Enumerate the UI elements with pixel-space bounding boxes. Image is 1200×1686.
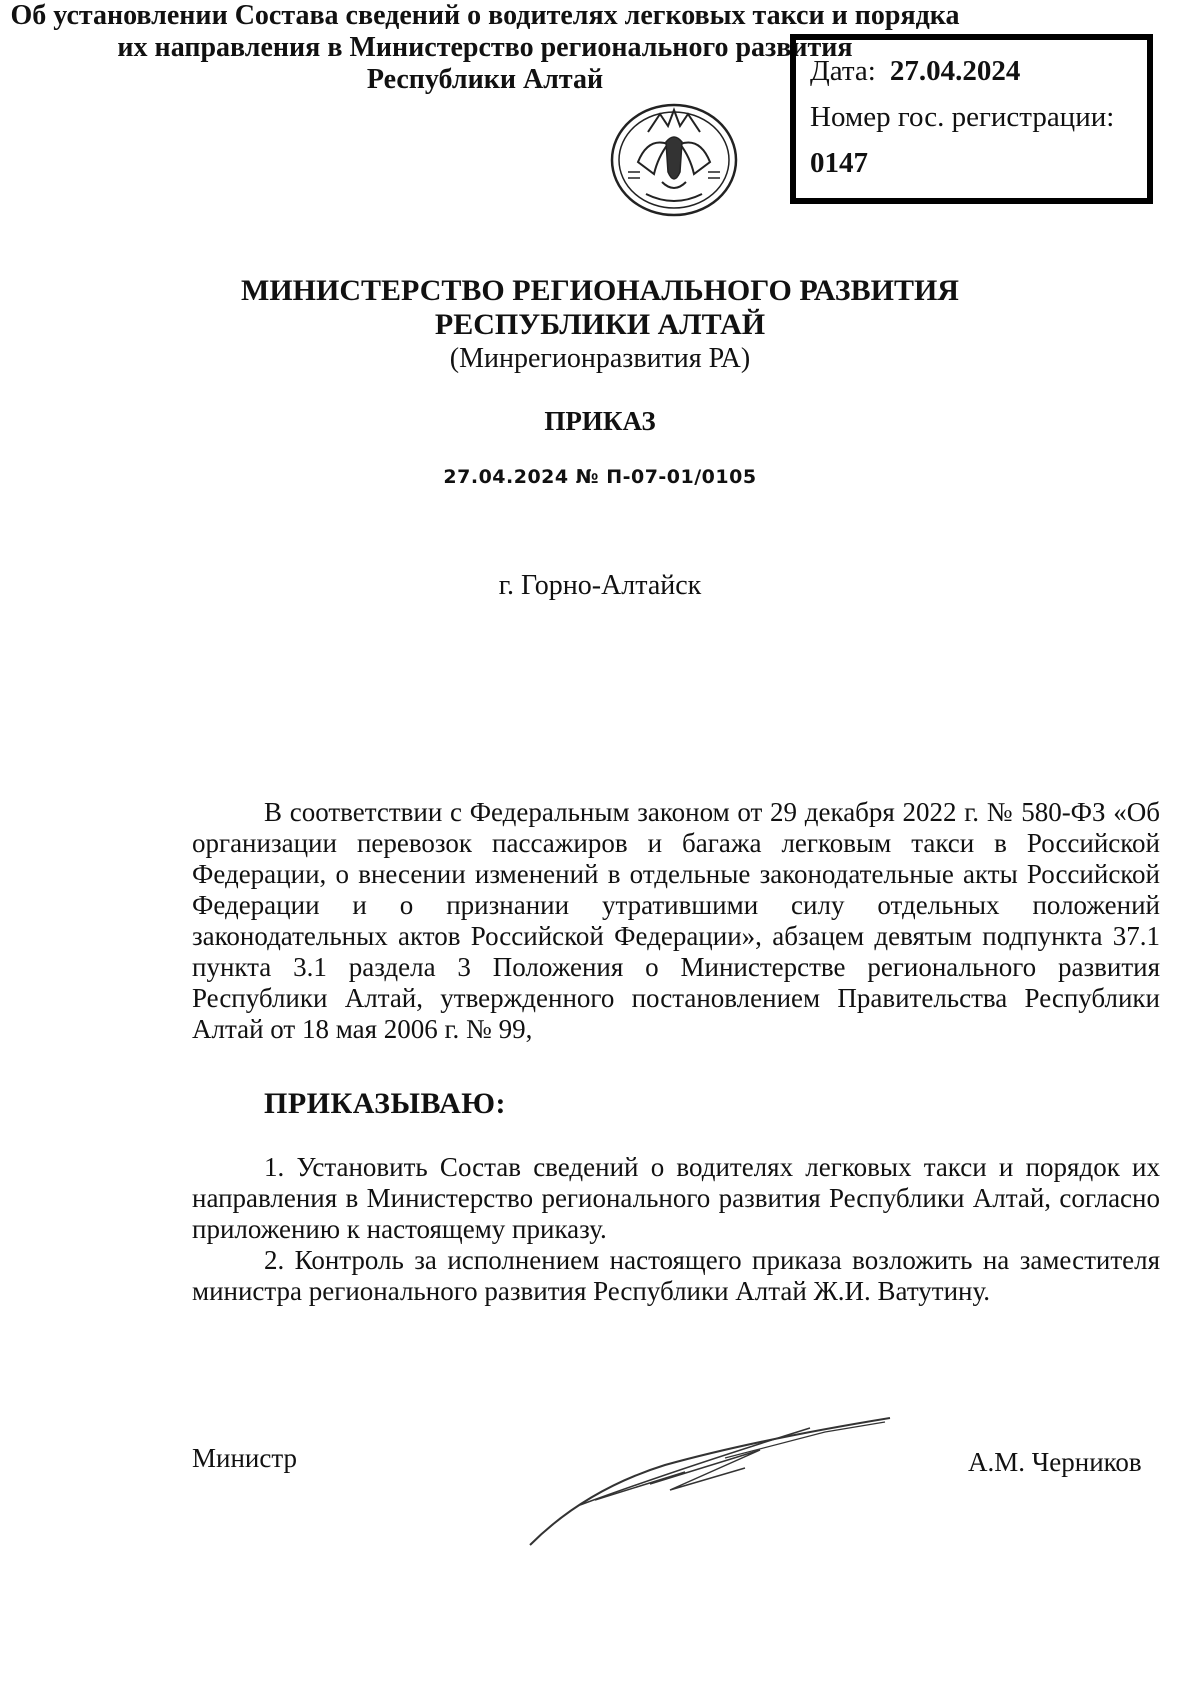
registration-date-label: Дата:	[810, 55, 876, 87]
ministry-name-line2: РЕСПУБЛИКИ АЛТАЙ	[434, 308, 766, 341]
handwritten-signature	[525, 1410, 895, 1550]
registration-date-value: 27.04.2024	[889, 55, 1021, 87]
registration-date-line	[810, 48, 1147, 94]
order-verb: ПРИКАЗЫВАЮ:	[264, 1087, 507, 1120]
signatory-position: Министр	[192, 1443, 297, 1473]
ministry-name-line1: МИНИСТЕРСТВО РЕГИОНАЛЬНОГО РАЗВИТИЯ	[241, 274, 959, 307]
registration-number-label: Номер гос. регистрации:	[810, 101, 1115, 133]
order-item-1: 1. Установить Состав сведений о водителях легковых такси и порядок их направления в Министерство регионального развития Республики Алтай, согласно приложению к настоящему приказу.	[192, 1152, 1160, 1244]
registration-stamp	[790, 34, 1153, 204]
subject-line1: Об установлении Состава сведений о водителях легковых такси и порядка	[10, 0, 960, 31]
coat-of-arms-emblem	[608, 102, 740, 218]
order-item-2: 2. Контроль за исполнением настоящего приказа возложить на заместителя министра регионального развития Республики Алтай Ж.И. Ватутину.	[192, 1245, 1160, 1306]
document-type: ПРИКАЗ	[544, 406, 656, 436]
ministry-short-name: (Минрегионразвития РА)	[449, 343, 751, 374]
signatory-name: А.М. Черников	[968, 1447, 1142, 1477]
city: г. Горно-Алтайск	[498, 570, 702, 601]
subject-line3: Республики Алтай	[366, 64, 604, 95]
subject-line2: их направления в Министерство регионального развития	[117, 32, 853, 63]
order-number: 27.04.2024 № П-07-01/0105	[443, 466, 757, 488]
registration-number-value: 0147	[810, 147, 868, 179]
preamble-paragraph: В соответствии с Федеральным законом от 29 декабря 2022 г. № 580-ФЗ «Об организации перевозок пассажиров и багажа легковым такси в Российской Федерации, о внесении изменений в отдельные законодательные акты Российской Федерации и о признании утратившими силу отдельных положений законодательных актов Российской Федерации», абзацем девятым подпункта 37.1 пункта 3.1 раздела 3 Положения о Министерстве регионального развития Республики Алтай, утвержденного постановлением Правительства Республики Алтай от 18 мая 2006 г. № 99,	[192, 797, 1160, 1044]
ministry-name	[0, 274, 1200, 342]
